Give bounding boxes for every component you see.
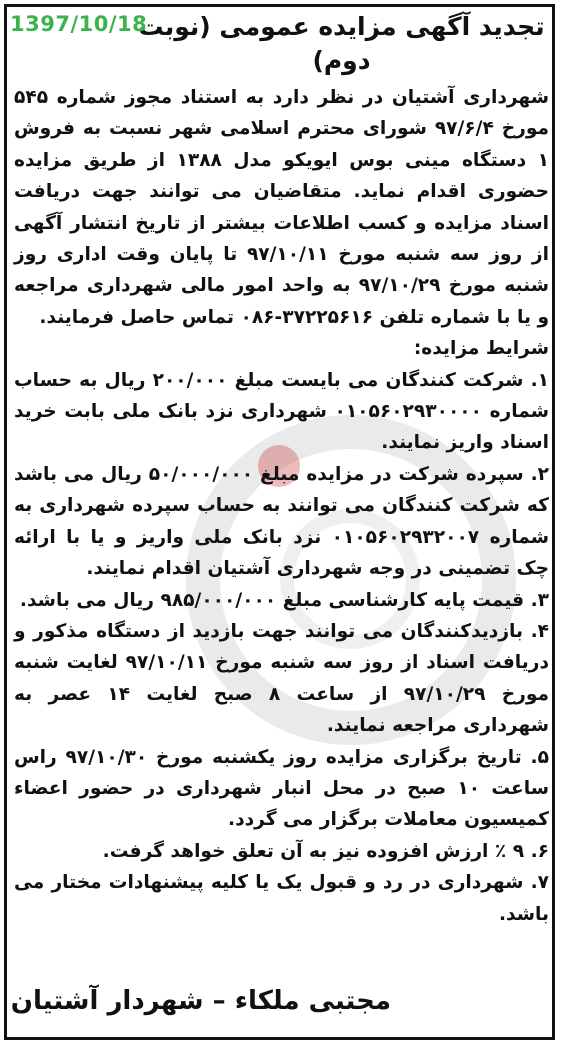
- intro-paragraph: شهرداری آشتیان در نظر دارد به استناد مجوز شماره ۵۴۵ مورخ ۹۷/۶/۴ شورای محترم اسلامی شهر نسبت به فروش ۱ دستگاه مینی بوس ایویکو مدل ۱۳۸۸ از طریق مزایده حضوری اقدام نماید. متقاضیان می توانند جهت دریافت اسناد مزایده و کسب اطلاعات بیشتر از تاریخ انتشار آگهی از روز سه شنبه مورخ ۹۷/۱۰/۱۱ تا پایان وقت اداری روز شنبه مورخ ۹۷/۱۰/۲۹ به واحد امور مالی شهرداری مراجعه و یا با شماره تلفن ۳۷۲۲۵۶۱۶-۰۸۶ تماس حاصل فرمایند.: [14, 87, 549, 328]
- condition-item-1: ۱. شرکت کنندگان می بایست مبلغ ۲۰۰/۰۰۰ ریال به حساب شماره ۰۱۰۵۶۰۲۹۳۰۰۰۰ شهرداری نزد بانک ملی بابت خرید اسناد واریز نمایند.: [14, 369, 549, 454]
- condition-item-2: ۲. سپرده شرکت در مزایده مبلغ ۵۰/۰۰۰/۰۰۰ ریال می باشد که شرکت کنندگان می توانند به حساب سپرده شهرداری به شماره ۰۱۰۵۶۰۲۹۳۲۰۰۷ نزد بانک ملی واریز و یا با ارائه چک تضمینی در وجه شهرداری آشتیان اقدام نمایند.: [14, 463, 549, 580]
- condition-item-5: ۵. تاریخ برگزاری مزایده روز یکشنبه مورخ ۹۷/۱۰/۳۰ راس ساعت ۱۰ صبح در محل انبار شهرداری در حضور اعضاء کمیسیون معاملات برگزار می گردد.: [14, 746, 549, 831]
- signature-line: مجتبی ملکاء – شهردار آشتیان: [10, 986, 391, 1016]
- condition-item-3: ۳. قیمت پایه کارشناسی مبلغ ۹۸۵/۰۰۰/۰۰۰ ریال می باشد.: [19, 589, 549, 611]
- condition-item-4: ۴. بازدیدکنندگان می توانند جهت بازدید از دستگاه مذکور و دریافت اسناد از روز سه شنبه مورخ ۹۷/۱۰/۱۱ لغایت شنبه مورخ ۹۷/۱۰/۲۹ از ساعت ۸ صبح لغایت ۱۴ عصر به شهرداری مراجعه نمایند.: [14, 620, 549, 737]
- condition-item-6: ۶. ۹ ٪ ارزش افزوده نیز به آن تعلق خواهد گرفت.: [102, 840, 549, 862]
- notice-body: [14, 10, 549, 930]
- condition-item-7: ۷. شهرداری در رد و قبول یک یا کلیه پیشنهادات مختار می باشد.: [14, 872, 549, 925]
- conditions-heading: شرایط مزایده:: [413, 338, 549, 360]
- date-stamp: 1397/10/18: [10, 12, 148, 36]
- notice-title: تجدید آگهی مزایده عمومی (نوبت دوم): [138, 12, 545, 75]
